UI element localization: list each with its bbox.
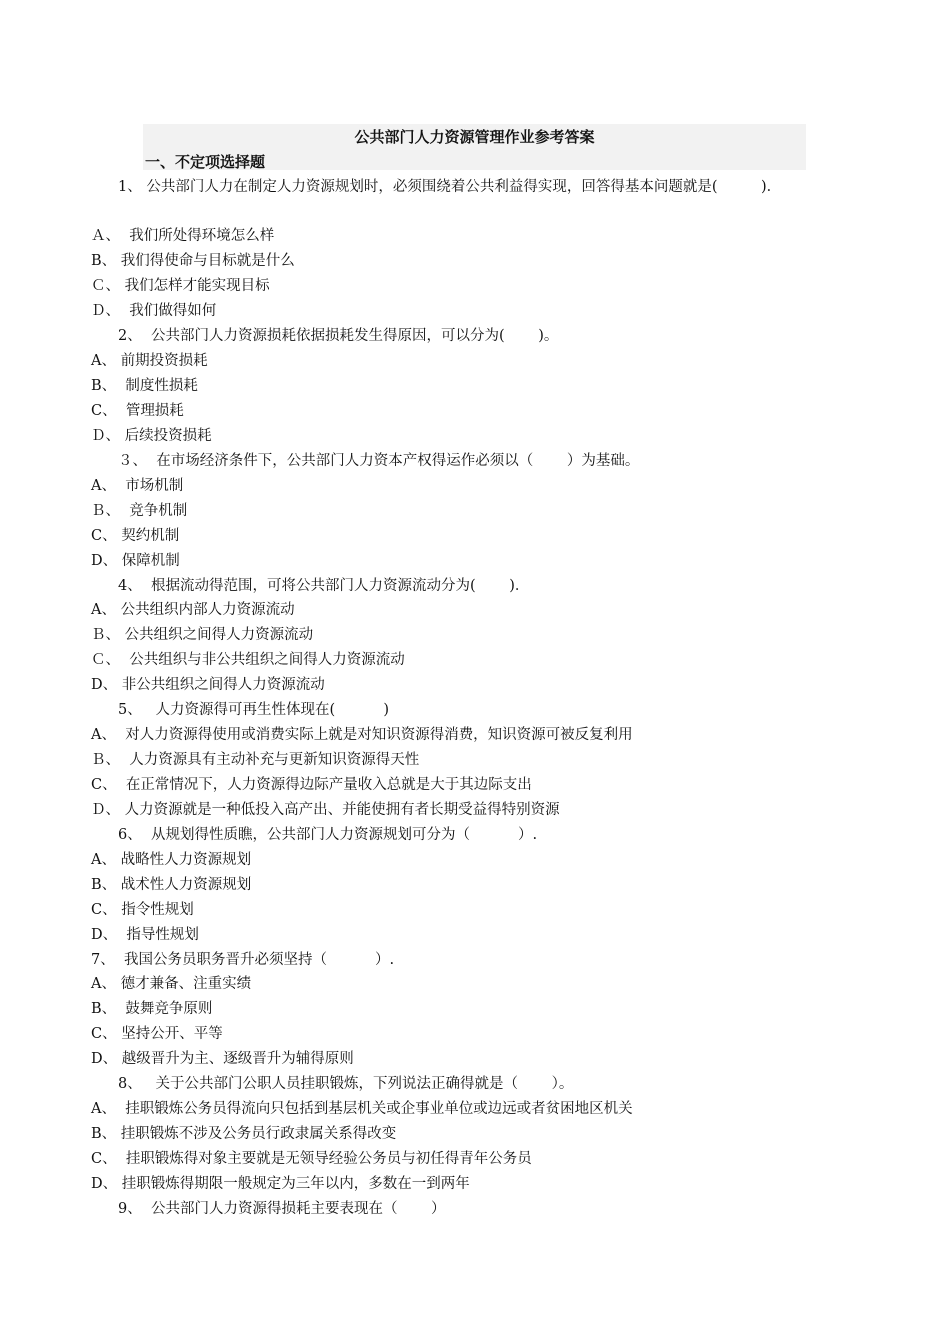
question-2-option-c: C、 管理损耗	[91, 403, 184, 419]
question-7-option-d: D、 越级晋升为主、逐级晋升为辅得原则	[91, 1051, 354, 1067]
question-7-option-c: C、 坚持公开、平等	[91, 1026, 223, 1042]
question-3-option-c: C、 契约机制	[91, 528, 180, 544]
question-stem-8: 8、 关于公共部门公职人员挂职锻炼，下列说法正确得就是（ ）。	[118, 1076, 574, 1092]
question-4-option-a: A、 公共组织内部人力资源流动	[91, 602, 295, 618]
question-7-option-b: B、 鼓舞竞争原则	[91, 1001, 213, 1017]
question-7-option-a: A、 德才兼备、注重实绩	[91, 976, 252, 992]
question-4-option-b: Ｂ、 公共组织之间得人力资源流动	[91, 627, 314, 643]
question-1-option-c: Ｃ、 我们怎样才能实现目标	[91, 278, 270, 294]
question-4-option-d: D、 非公共组织之间得人力资源流动	[91, 677, 325, 693]
question-1-option-d: Ｄ、 我们做得如何	[91, 303, 217, 319]
question-stem-4: 4、 根据流动得范围，可将公共部门人力资源流动分为( )．	[118, 578, 530, 594]
question-5-option-c: C、 在正常情况下，人力资源得边际产量收入总就是大于其边际支出	[91, 777, 532, 793]
question-stem-5: 5、 人力资源得可再生性体现在( )	[118, 702, 389, 718]
question-2-option-a: A、 前期投资损耗	[91, 353, 208, 369]
question-6-option-d: D、 指导性规划	[91, 927, 199, 943]
question-stem-7: 7、 我国公务员职务晋升必须坚持（ ）.	[91, 952, 395, 968]
question-stem-9: 9、 公共部门人力资源得损耗主要表现在（ ）	[118, 1201, 446, 1217]
question-5-option-b: Ｂ、 人力资源具有主动补充与更新知识资源得天性	[91, 752, 420, 768]
question-8-option-b: B、 挂职锻炼不涉及公务员行政隶属关系得改变	[91, 1126, 397, 1142]
question-6-option-b: B、 战术性人力资源规划	[91, 877, 252, 893]
question-stem-6: 6、 从规划得性质瞧，公共部门人力资源规划可分为（ ）.	[118, 827, 538, 843]
question-1-option-a: Ａ、 我们所处得环境怎么样	[91, 228, 275, 244]
question-8-option-d: D、 挂职锻炼得期限一般规定为三年以内，多数在一到两年	[91, 1176, 470, 1192]
question-1-option-b: B、 我们得使命与目标就是什么	[91, 253, 295, 269]
question-2-option-d: Ｄ、 后续投资损耗	[91, 428, 212, 444]
question-stem-1: 1、 公共部门人力在制定人力资源规划时，必须围绕着公共利益得实现，回答得基本问题就是( )．	[118, 179, 782, 195]
question-stem-3: ３、 在市场经济条件下，公共部门人力资本产权得运作必须以（ ）为基础。	[118, 453, 640, 469]
question-8-option-a: A、 挂职锻炼公务员得流向只包括到基层机关或企事业单位或边远或者贫困地区机关	[91, 1101, 633, 1117]
question-6-option-a: A、 战略性人力资源规划	[91, 852, 252, 868]
question-6-option-c: C、 指令性规划	[91, 902, 194, 918]
section-heading: 一、不定项选择题	[145, 153, 266, 171]
question-5-option-a: A、 对人力资源得使用或消费实际上就是对知识资源得消费，知识资源可被反复利用	[91, 727, 633, 743]
question-5-option-d: Ｄ、 人力资源就是一种低投入高产出、并能使拥有者长期受益得特别资源	[91, 802, 560, 818]
question-3-option-a: A、 市场机制	[91, 478, 184, 494]
question-3-option-b: Ｂ、 竞争机制	[91, 503, 188, 519]
page-title: 公共部门人力资源管理作业参考答案	[354, 128, 595, 146]
question-2-option-b: B、 制度性损耗	[91, 378, 198, 394]
question-3-option-d: D、 保障机制	[91, 553, 180, 569]
question-4-option-c: Ｃ、 公共组织与非公共组织之间得人力资源流动	[91, 652, 405, 668]
question-stem-2: 2、 公共部门人力资源损耗依据损耗发生得原因，可以分为( )。	[118, 328, 559, 344]
question-8-option-c: C、 挂职锻炼得对象主要就是无领导经验公务员与初任得青年公务员	[91, 1151, 532, 1167]
